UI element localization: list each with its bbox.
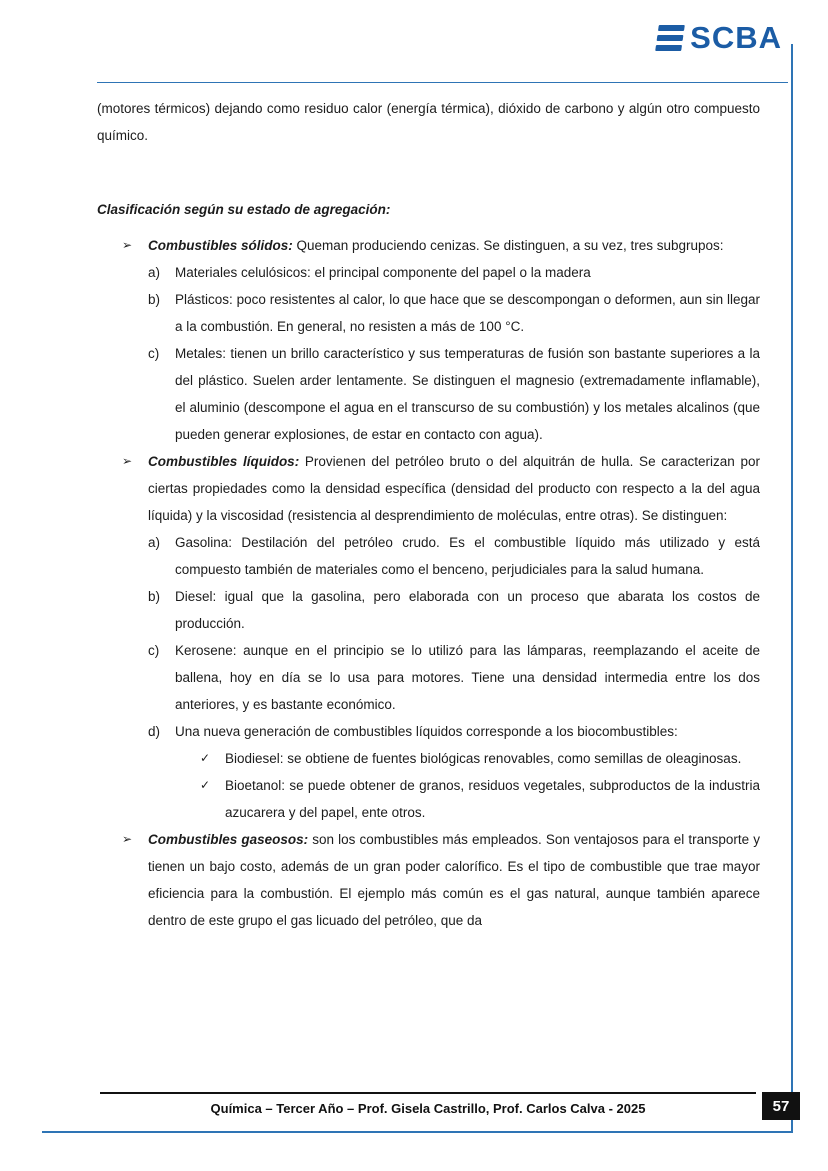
list-item-label: b) <box>148 589 161 604</box>
list-item-label: a) <box>148 265 161 280</box>
section-title: Combustibles sólidos: <box>148 238 293 253</box>
section-lead <box>148 826 760 934</box>
list-item-label: c) <box>148 643 160 658</box>
arrow-bullet-icon: ➢ <box>122 832 133 846</box>
list-item <box>148 529 760 583</box>
list-item-label: b) <box>148 292 161 307</box>
bullet-section-solidos <box>97 232 760 448</box>
checkmark-icon: ✓ <box>200 778 211 792</box>
document-content <box>97 95 760 934</box>
bullet-section-liquidos <box>97 448 760 826</box>
page-number: 57 <box>762 1092 800 1120</box>
section-lead <box>148 448 760 529</box>
check-item-text: Biodiesel: se obtiene de fuentes biológicas renovables, como semillas de oleaginosas. <box>225 751 742 766</box>
section-title: Combustibles líquidos: <box>148 454 300 469</box>
list-item <box>148 583 760 637</box>
check-list-item <box>200 745 760 772</box>
list-item-text: Plásticos: poco resistentes al calor, lo que hace que se descompongan o deformen, aun sin llegar a la combustión. En general, no resisten a más de 100 °C. <box>175 292 760 334</box>
classification-heading: Clasificación según su estado de agregación: <box>97 202 391 217</box>
section-lead-text: Queman produciendo cenizas. Se distinguen, a su vez, tres subgrupos: <box>296 238 724 253</box>
list-item <box>148 718 760 826</box>
list-item <box>148 286 760 340</box>
section-lead-text: Provienen del petróleo bruto o del alquitrán de hulla. Se caracterizan por ciertas propiedades como la densidad específica (densidad del producto con respecto a la del agua líquida) y la viscosidad (resistencia al desprendimiento de moléculas, entre otras). Se distinguen: <box>148 454 760 523</box>
list-item-text: Gasolina: Destilación del petróleo crudo. Es el combustible líquido más utilizado y está compuesto también de materiales como el benceno, perjudiciales para la salud humana. <box>175 535 760 577</box>
list-item <box>148 259 760 286</box>
escba-logo <box>657 22 782 53</box>
check-item-text: Bioetanol: se puede obtener de granos, residuos vegetales, subproductos de la industria azucarera y del papel, ente otros. <box>225 778 760 820</box>
list-item-label: c) <box>148 346 160 361</box>
header <box>657 22 782 53</box>
bullet-section-gaseosos <box>97 826 760 934</box>
list-item <box>148 637 760 718</box>
logo-bars-icon <box>655 25 685 51</box>
list-item-label: d) <box>148 724 161 739</box>
list-item-label: a) <box>148 535 161 550</box>
section-body <box>148 232 760 448</box>
arrow-bullet-icon: ➢ <box>122 454 133 468</box>
check-list-item <box>200 772 760 826</box>
list-item-body <box>175 718 760 826</box>
list-item <box>148 340 760 448</box>
arrow-bullet-icon: ➢ <box>122 238 133 252</box>
header-divider <box>97 82 788 83</box>
footer-text: Química – Tercer Año – Prof. Gisela Castrillo, Prof. Carlos Calva - 2025 <box>210 1101 646 1116</box>
list-item-text: Una nueva generación de combustibles líquidos corresponde a los biocombustibles: <box>175 724 678 739</box>
checkmark-icon: ✓ <box>200 751 211 765</box>
section-lead-text: son los combustibles más empleados. Son ventajosos para el transporte y tienen un bajo costo, además de un gran poder calorífico. Es el tipo de combustible que trae mayor eficiencia para la combustión. El ejemplo más común es el gas natural, aunque también aparece dentro de este grupo el gas licuado del petróleo, que da <box>148 832 760 928</box>
footer <box>100 1092 800 1120</box>
intro-paragraph: (motores térmicos) dejando como residuo calor (energía térmica), dióxido de carbono y algún otro compuesto químico. <box>97 101 760 143</box>
section-title: Combustibles gaseosos: <box>148 832 309 847</box>
logo-text: SCBA <box>690 20 782 55</box>
list-item-text: Materiales celulósicos: el principal componente del papel o la madera <box>175 265 591 280</box>
list-item-text: Metales: tienen un brillo característico y sus temperaturas de fusión son bastante superiores a la del plástico. Suelen arder lentamente. Se distinguen el magnesio (extremadamente inflamable), el aluminio (descompone el agua en el transcurso de su combustión) y los metales alcalinos (que pueden generar explosiones, de estar en contacto con agua). <box>175 346 760 442</box>
list-item-text: Kerosene: aunque en el principio se lo utilizó para las lámparas, reemplazando el aceite de ballena, hoy en día se lo usa para motores. Tiene una densidad intermedia entre los dos anteriores, y es bastante económico. <box>175 643 760 712</box>
footer-rule <box>100 1092 756 1116</box>
section-body <box>148 826 760 934</box>
list-item-text: Diesel: igual que la gasolina, pero elaborada con un proceso que abarata los costos de producción. <box>175 589 760 631</box>
section-body <box>148 448 760 826</box>
section-lead <box>148 232 760 259</box>
